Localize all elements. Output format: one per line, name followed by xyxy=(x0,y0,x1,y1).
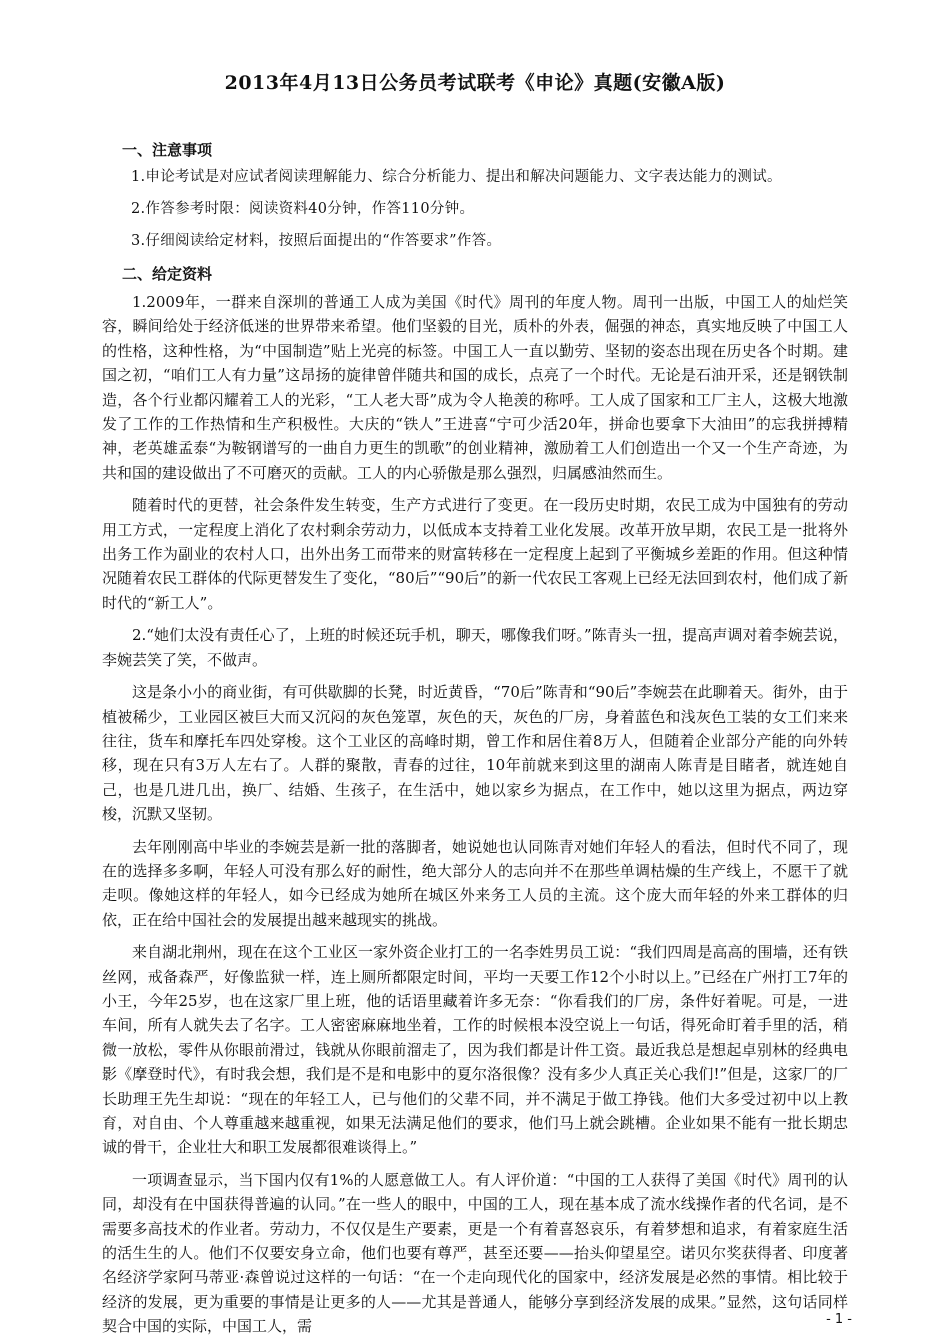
notes-section xyxy=(102,138,848,253)
note-item: 1.申论考试是对应试者阅读理解能力、综合分析能力、提出和解决问题能力、文字表达能力的测试。 xyxy=(131,169,782,185)
material-paragraph: 来自湖北荆州，现在在这个工业区一家外资企业打工的一名李姓男员工说：“我们四周是高高的围墙，还有铁丝网，戒备森严，好像监狱一样，连上厕所都限定时间，平均一天要工作12个小时以上。”已经在广州打工7年的小王，今年25岁，也在这家厂里上班，他的话语里藏着许多无奈：“你看我们的厂房，条件好着呢。可是，一进车间，所有人就失去了名字。工人密密麻麻地坐着，工作的时候根本没空说上一句话，得死命盯着手里的活，稍微一放松，零件从你眼前滑过，钱就从你眼前溜走了，因为我们都是计件工资。最近我总是想起卓别林的经典电影《摩登时代》，有时我会想，我们是不是和电影中的夏尔洛很像？没有多少人真正关心我们!”但是，这家厂的厂长助理王先生却说：“现在的年轻工人，已与他们的父辈不同，并不满足于做工挣钱。他们大多受过初中以上教育，对自由、个人尊重越来越重视，如果无法满足他们的要求，他们马上就会跳槽。企业如果不能有一批长期忠诚的骨干，企业壮大和职工发展都很难谈得上。” xyxy=(102,943,848,1157)
materials-section xyxy=(102,262,848,1339)
note-item: 2.作答参考时限：阅读资料40分钟，作答110分钟。 xyxy=(131,201,475,217)
material-paragraph: 一项调查显示，当下国内仅有1%的人愿意做工人。有人评价道：“中国的工人获得了美国《时代》周刊的认同，却没有在中国获得普遍的认同。”在一些人的眼中，中国的工人，现在基本成了流水线操作者的代名词，是不需要多高技术的作业者。劳动力，不仅仅是生产要素，更是一个有着喜怒哀乐，有着梦想和追求，有着家庭生活的活生生的人。他们不仅要安身立命，他们也要有尊严，甚至还要——抬头仰望星空。诺贝尔奖获得者、印度著名经济学家阿马蒂亚·森曾说过这样的一句话：“在一个走向现代化的国家中，经济发展是必然的事情。相比较于经济的发展，更为重要的事情是让更多的人——尤其是普通人，能够分享到经济发展的成果。”显然，这句话同样契合中国的实际，中国工人，需 xyxy=(102,1170,848,1336)
notes-heading: 一、注意事项 xyxy=(122,141,213,159)
page-number: - 1 - xyxy=(826,1312,852,1327)
material-paragraph: 随着时代的更替，社会条件发生转变，生产方式进行了变更。在一段历史时期，农民工成为中国独有的劳动用工方式，一定程度上消化了农村剩余劳动力，以低成本支持着工业化发展。改革开放早期，农民工是一批将外出务工作为副业的农村人口，出外出务工而带来的财富转移在一定程度上起到了平衡城乡差距的作用。但这种情况随着农民工群体的代际更替发生了变化，“80后”“90后”的新一代农民工客观上已经无法回到农村，他们成了新时代的“新工人”。 xyxy=(102,496,848,612)
material-paragraph: 去年刚刚高中毕业的李婉芸是新一批的落脚者，她说她也认同陈青对她们年轻人的看法，但时代不同了，现在的选择多多啊，年轻人可没有那么好的耐性，绝大部分人的志向并不在那些单调枯燥的生产线上，不愿干了就走呗。像她这样的年轻人，如今已经成为她所在城区外来务工人员的主流。这个庞大而年轻的外来工群体的归依，正在给中国社会的发展提出越来越现实的挑战。 xyxy=(102,837,848,929)
materials-heading: 二、给定资料 xyxy=(122,265,213,283)
material-paragraph: 2.“她们太没有责任心了，上班的时候还玩手机，聊天，哪像我们呀。”陈青头一扭，提高声调对着李婉芸说，李婉芸笑了笑，不做声。 xyxy=(102,626,848,669)
note-item: 3.仔细阅读给定材料，按照后面提出的“作答要求”作答。 xyxy=(131,233,502,249)
page-title: 2013年4月13日公务员考试联考《申论》真题(安徽A版) xyxy=(224,72,726,94)
material-paragraph: 这是条小小的商业街，有可供歇脚的长凳，时近黄昏，“70后”陈青和“90后”李婉芸在此聊着天。街外，由于植被稀少，工业园区被巨大而又沉闷的灰色笼罩，灰色的天，灰色的厂房，身着蓝色和浅灰色工装的女工们来来往往，货车和摩托车四处穿梭。这个工业区的高峰时期，曾工作和居住着8万人，但随着企业部分产能的向外转移，现在只有3万人左右了。人群的聚散，青春的过往，10年前就来到这里的湖南人陈青是目睹者，就连她自己，也是几进几出，换厂、结婚、生孩子，在生活中，她以家乡为据点，在工作中，她以这里为据点，两边穿梭，沉默又坚韧。 xyxy=(102,683,848,824)
material-paragraph: 1.2009年，一群来自深圳的普通工人成为美国《时代》周刊的年度人物。周刊一出版，中国工人的灿烂笑容，瞬间给处于经济低迷的世界带来希望。他们坚毅的目光，质朴的外表，倔强的神态，真实地反映了中国工人的性格，这种性格，为“中国制造”贴上光亮的标签。中国工人一直以勤劳、坚韧的姿态出现在历史各个时期。建国之初，“咱们工人有力量”这昂扬的旋律曾伴随共和国的成长，点亮了一个时代。无论是石油开采，还是钢铁制造，各个行业都闪耀着工人的光彩，“工人老大哥”成为令人艳羡的称呼。工人成了国家和工厂主人，这极大地激发了工作的工作热情和生产积极性。大庆的“铁人”王进喜“宁可少活20年，拼命也要拿下大油田”的忘我拼搏精神，老英雄孟泰“为鞍钢谱写的一曲自力更生的凯歌”的创业精神，激励着工人们创造出一个又一个生产奇迹，为共和国的建设做出了不可磨灭的贡献。工人的内心骄傲是那么强烈，归属感油然而生。 xyxy=(102,293,848,482)
